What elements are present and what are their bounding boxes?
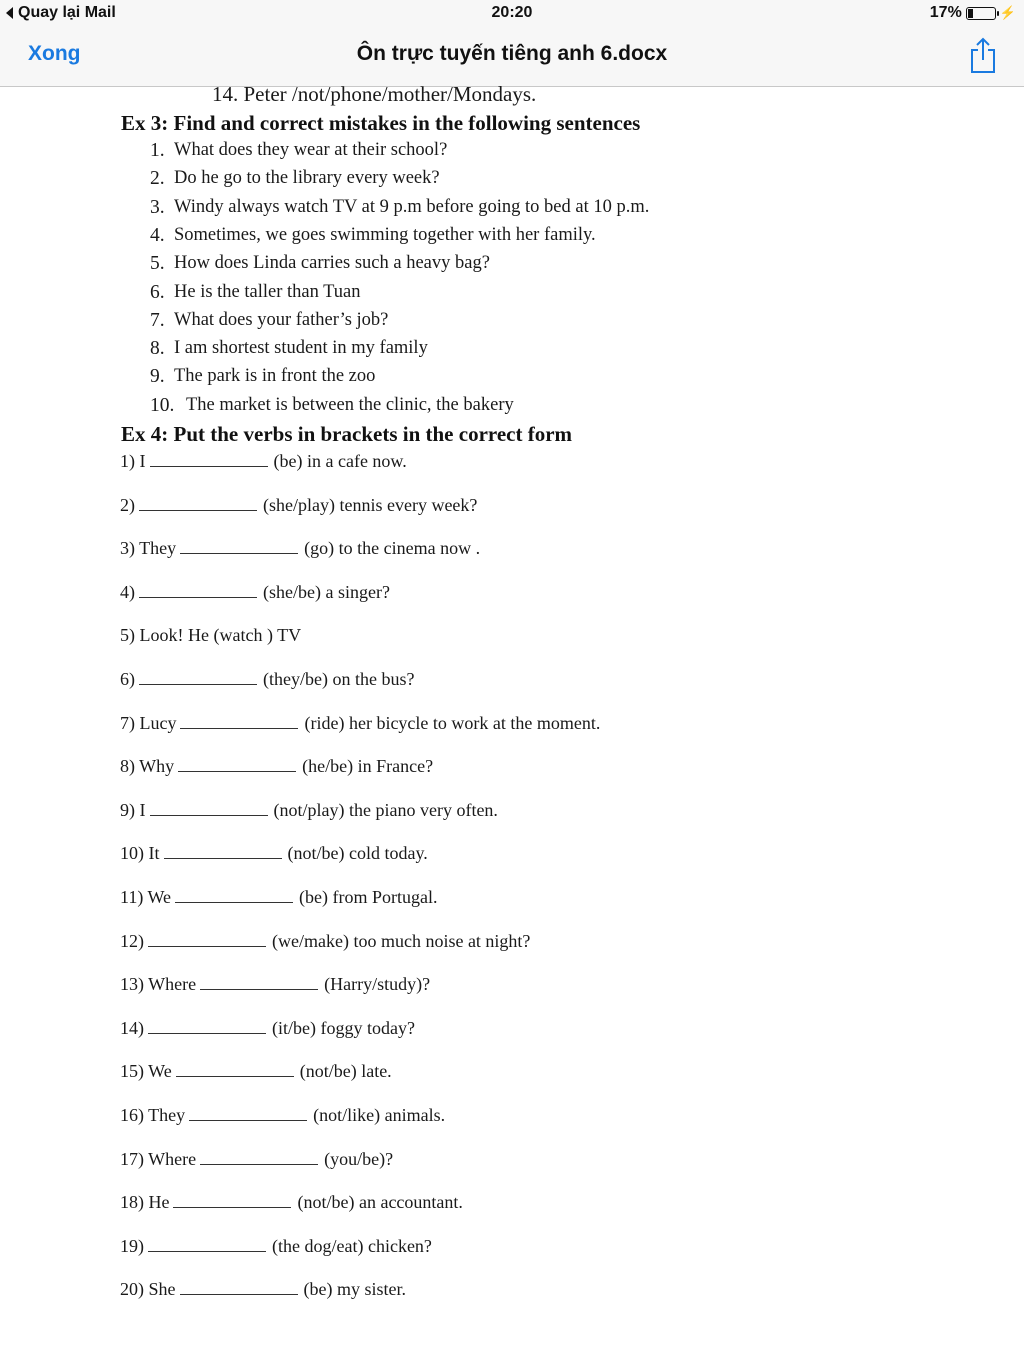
ex3-item-number: 5. [150, 253, 165, 275]
ex4-item-verb-prompt: (not/play) the piano very often. [273, 799, 498, 820]
ex3-item-number: 10. [150, 394, 175, 416]
ex3-item-number: 9. [150, 366, 165, 388]
ex4-item-prefix: 4) [120, 581, 135, 602]
ex4-item [120, 1149, 393, 1170]
ex4-item-verb-prompt: (you/be)? [324, 1148, 394, 1169]
ex4-item-prefix: 1) I [120, 451, 146, 471]
ex4-item-verb-prompt: (the dog/eat) chicken? [272, 1235, 432, 1256]
ex3-item [150, 366, 375, 388]
ex3-item [150, 197, 649, 219]
ex4-item-prefix: 14) [120, 1017, 144, 1038]
ex4-item [120, 538, 480, 559]
ex4-heading: Ex 4: Put the verbs in brackets in the correct form [121, 422, 573, 446]
ex4-item-prefix: 10) It [120, 843, 160, 864]
ex4-item [120, 1279, 406, 1300]
ex3-item [150, 140, 447, 162]
ex4-item [120, 451, 407, 472]
ex3-item [150, 338, 428, 360]
ex3-item-text: Do he go to the library every week? [174, 168, 440, 189]
battery-percent: 17% [929, 4, 962, 21]
ex4-item-prefix: 16) They [120, 1105, 186, 1125]
ex4-item [120, 1061, 392, 1082]
ex4-item [120, 1192, 463, 1213]
answer-blank [178, 757, 296, 772]
ex4-item-verb-prompt: (we/make) too much noise at night? [272, 930, 531, 951]
answer-blank [148, 1237, 266, 1252]
ex3-item-number: 6. [150, 281, 165, 303]
ex4-item [120, 495, 477, 516]
ex3-item [150, 282, 361, 304]
ex3-item-text: The market is between the clinic, the bakery [186, 394, 514, 415]
share-icon[interactable] [968, 36, 998, 74]
ex3-item-number: 4. [150, 224, 165, 246]
answer-blank [150, 801, 268, 816]
ex4-item-prefix: 17) Where [120, 1148, 197, 1169]
ex4-item [120, 843, 428, 864]
ex4-item-prefix: 18) He [120, 1192, 170, 1213]
battery-status [930, 4, 1016, 22]
ex4-item [120, 1105, 445, 1126]
ex4-item-prefix: 15) We [120, 1061, 172, 1082]
answer-blank [139, 670, 257, 685]
answer-blank [180, 539, 298, 554]
navigation-bar [0, 28, 1024, 87]
ex4-item-verb-prompt: (be) in a cafe now. [273, 451, 407, 471]
ex4-item-prefix: 12) [120, 930, 144, 951]
answer-blank [164, 844, 282, 859]
ex3-item [150, 253, 490, 275]
ex4-item [120, 582, 390, 603]
ex4-item-prefix: 13) Where [120, 974, 197, 995]
ex3-item-text: Windy always watch TV at 9 p.m before going to bed at 10 p.m. [174, 196, 650, 217]
battery-icon [966, 7, 996, 20]
ex4-item-verb-prompt: (be) from Portugal. [299, 887, 438, 907]
answer-blank [148, 932, 266, 947]
ex4-item-verb-prompt: (he/be) in France? [302, 756, 434, 777]
ex4-item-verb-prompt: (not/like) animals. [313, 1105, 446, 1125]
ex4-item-prefix: 19) [120, 1235, 144, 1256]
answer-blank [150, 452, 268, 467]
ex4-item [120, 1236, 432, 1257]
ex4-item-verb-prompt: (ride) her bicycle to work at the moment. [304, 712, 601, 733]
ex4-item-verb-prompt: (be) my sister. [303, 1279, 406, 1300]
ex3-item-number: 8. [150, 338, 165, 360]
ex3-item-text: The park is in front the zoo [174, 366, 376, 387]
previous-exercise-line: 14. Peter /not/phone/mother/Mondays. [212, 82, 537, 106]
ex3-item-text: He is the taller than Tuan [174, 281, 361, 302]
ex4-item-prefix: 7) Lucy [120, 712, 177, 733]
ex4-item-verb-prompt: (she/be) a singer? [263, 581, 390, 602]
ex3-item [150, 310, 388, 332]
answer-blank [189, 1106, 307, 1121]
ex3-item-text: How does Linda carries such a heavy bag? [174, 253, 490, 274]
ex3-item-text: I am shortest student in my family [174, 338, 428, 359]
answer-blank [173, 1193, 291, 1208]
ex3-item-text: Sometimes, we goes swimming together with her family. [174, 224, 596, 245]
ex4-item [120, 800, 498, 821]
ex4-item-prefix: 11) We [120, 887, 172, 907]
ex3-item-number: 7. [150, 309, 165, 331]
ex3-item-text: What does your father’s job? [174, 309, 389, 330]
ex3-item-number: 3. [150, 196, 165, 218]
ex4-item [120, 1018, 415, 1039]
document-page [0, 82, 1024, 1365]
ex4-item [120, 669, 414, 690]
answer-blank [139, 583, 257, 598]
ex4-item [120, 756, 433, 777]
ex4-item-prefix: 6) [120, 669, 135, 689]
ex4-item-prefix: 5) Look! He (watch ) TV [120, 625, 302, 646]
ex3-item-text: What does they wear at their school? [174, 140, 448, 160]
ex4-item-verb-prompt: (it/be) foggy today? [272, 1017, 415, 1038]
ex3-item [150, 395, 514, 417]
ex4-item-verb-prompt: (not/be) late. [299, 1061, 392, 1082]
ex4-item [120, 625, 301, 646]
ex4-item-prefix: 2) [120, 494, 135, 515]
ex4-item-verb-prompt: (Harry/study)? [324, 974, 431, 995]
ex4-item-prefix: 20) She [120, 1279, 176, 1300]
answer-blank [176, 1062, 294, 1077]
done-button[interactable]: Xong [28, 42, 81, 65]
ex3-item [150, 225, 596, 247]
ex4-item-prefix: 9) I [120, 799, 146, 820]
ex4-item [120, 887, 438, 908]
charging-icon: ⚡ [999, 5, 1016, 20]
ex4-item-prefix: 8) Why [120, 756, 175, 777]
back-label: Quay lại Mail [18, 4, 116, 21]
ex4-item-verb-prompt: (not/be) cold today. [287, 843, 428, 864]
ex4-item [120, 931, 530, 952]
ex4-item-verb-prompt: (she/play) tennis every week? [263, 494, 478, 515]
ex4-item [120, 713, 600, 734]
status-bar [0, 0, 1024, 28]
answer-blank [200, 975, 318, 990]
ex3-item [150, 168, 440, 190]
ex4-item [120, 974, 430, 995]
document-title: Ôn trực tuyến tiêng anh 6.docx [356, 42, 668, 65]
ex4-item-verb-prompt: (go) to the cinema now . [304, 538, 481, 559]
ex4-item-prefix: 3) They [120, 538, 177, 559]
clock: 20:20 [491, 4, 533, 21]
answer-blank [175, 888, 293, 903]
answer-blank [180, 1280, 298, 1295]
answer-blank [148, 1019, 266, 1034]
ex4-item-verb-prompt: (not/be) an accountant. [297, 1192, 463, 1213]
ex3-heading: Ex 3: Find and correct mistakes in the following sentences [121, 111, 641, 135]
ex4-item-verb-prompt: (they/be) on the bus? [263, 669, 415, 689]
ex3-item-number: 1. [150, 140, 165, 161]
answer-blank [139, 496, 257, 511]
answer-blank [180, 714, 298, 729]
answer-blank [200, 1150, 318, 1165]
ex3-item-number: 2. [150, 168, 165, 190]
